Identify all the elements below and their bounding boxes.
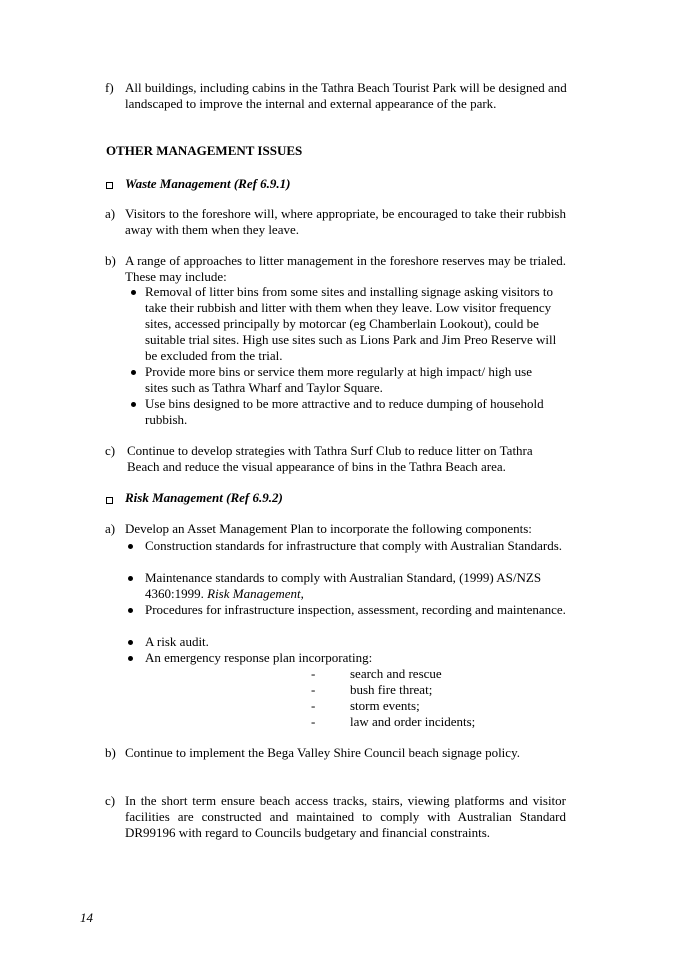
dash-marker: - bbox=[311, 682, 316, 697]
risk-management-title: Risk Management (Ref 6.9.2) bbox=[125, 490, 283, 505]
risk-c-text: In the short term ensure beach access tracks, stairs, viewing platforms and visitor facilities are constructed and maintained to comply with Australian Standard DR99196 with regard to Councils budgetary and financial constraints. bbox=[125, 793, 566, 840]
waste-b-bullet-3: Use bins designed to be more attractive and to reduce dumping of household rubbish. bbox=[145, 396, 544, 427]
waste-a-text: Visitors to the foreshore will, where appropriate, be encouraged to take their rubbish away with them when they leave. bbox=[125, 206, 566, 237]
risk-a-bullet-4: A risk audit. bbox=[145, 634, 209, 649]
checkbox-square-icon bbox=[106, 182, 113, 189]
bullet-icon bbox=[131, 290, 136, 295]
risk-a-bullet-1: Construction standards for infrastructure that comply with Australian Standards. bbox=[145, 538, 562, 553]
waste-b-bullet-2: Provide more bins or service them more regularly at high impact/ high use sites such as Tathra Wharf and Taylor Square. bbox=[145, 364, 533, 395]
risk-a-text: Develop an Asset Management Plan to incorporate the following components: bbox=[125, 521, 532, 536]
waste-c-text: Continue to develop strategies with Tathra Surf Club to reduce litter on Tathra Beach and reduce the visual appearance of bins in the Tathra Beach area. bbox=[127, 443, 533, 474]
waste-b-bullet-1: Removal of litter bins from some sites and installing signage asking visitors to take their rubbish and litter with them when they leave. Low visitor frequency sites, accessed principally by motorcar (eg Chamberlain Lookout), could be suitable trial sites. High use sites such as Lions Park and Jim Preo Reserve will be excluded from the trial. bbox=[145, 284, 557, 363]
bullet-icon bbox=[131, 402, 136, 407]
bullet-icon bbox=[131, 370, 136, 375]
bullet-icon bbox=[128, 640, 133, 645]
checkbox-square-icon bbox=[106, 497, 113, 504]
section-heading: OTHER MANAGEMENT ISSUES bbox=[106, 143, 303, 158]
dash-item-3: storm events; bbox=[350, 698, 420, 713]
risk-a-bullet-3: Procedures for infrastructure inspection, assessment, recording and maintenance. bbox=[145, 602, 566, 617]
risk-b-label: b) bbox=[105, 745, 116, 760]
waste-management-title: Waste Management (Ref 6.9.1) bbox=[125, 176, 291, 191]
item-f-text: All buildings, including cabins in the Tathra Beach Tourist Park will be designed and landscaped to improve the internal and external appearance of the park. bbox=[125, 80, 567, 111]
risk-c-label: c) bbox=[105, 793, 116, 808]
risk-a-bullet-5: An emergency response plan incorporating: bbox=[145, 650, 373, 665]
bullet-icon bbox=[128, 544, 133, 549]
waste-c-label: c) bbox=[105, 443, 116, 458]
bullet-icon bbox=[128, 656, 133, 661]
risk-a-bullet-2: Maintenance standards to comply with Australian Standard, (1999) AS/NZS 4360:1999. Risk Management, bbox=[145, 570, 542, 601]
item-f-label: f) bbox=[105, 80, 114, 95]
bullet-icon bbox=[128, 608, 133, 613]
dash-item-2: bush fire threat; bbox=[350, 682, 433, 697]
bullet-icon bbox=[128, 576, 133, 581]
dash-marker: - bbox=[311, 698, 316, 713]
risk-a-label: a) bbox=[105, 521, 116, 536]
dash-marker: - bbox=[311, 714, 316, 729]
dash-item-4: law and order incidents; bbox=[350, 714, 476, 729]
waste-a-label: a) bbox=[105, 206, 116, 221]
dash-marker: - bbox=[311, 666, 316, 681]
dash-item-1: search and rescue bbox=[350, 666, 442, 681]
waste-b-text: A range of approaches to litter management in the foreshore reserves may be trialed. These may include: bbox=[125, 253, 566, 284]
page-number: 14 bbox=[80, 910, 93, 925]
waste-b-label: b) bbox=[105, 253, 116, 268]
risk-b-text: Continue to implement the Bega Valley Shire Council beach signage policy. bbox=[125, 745, 520, 760]
